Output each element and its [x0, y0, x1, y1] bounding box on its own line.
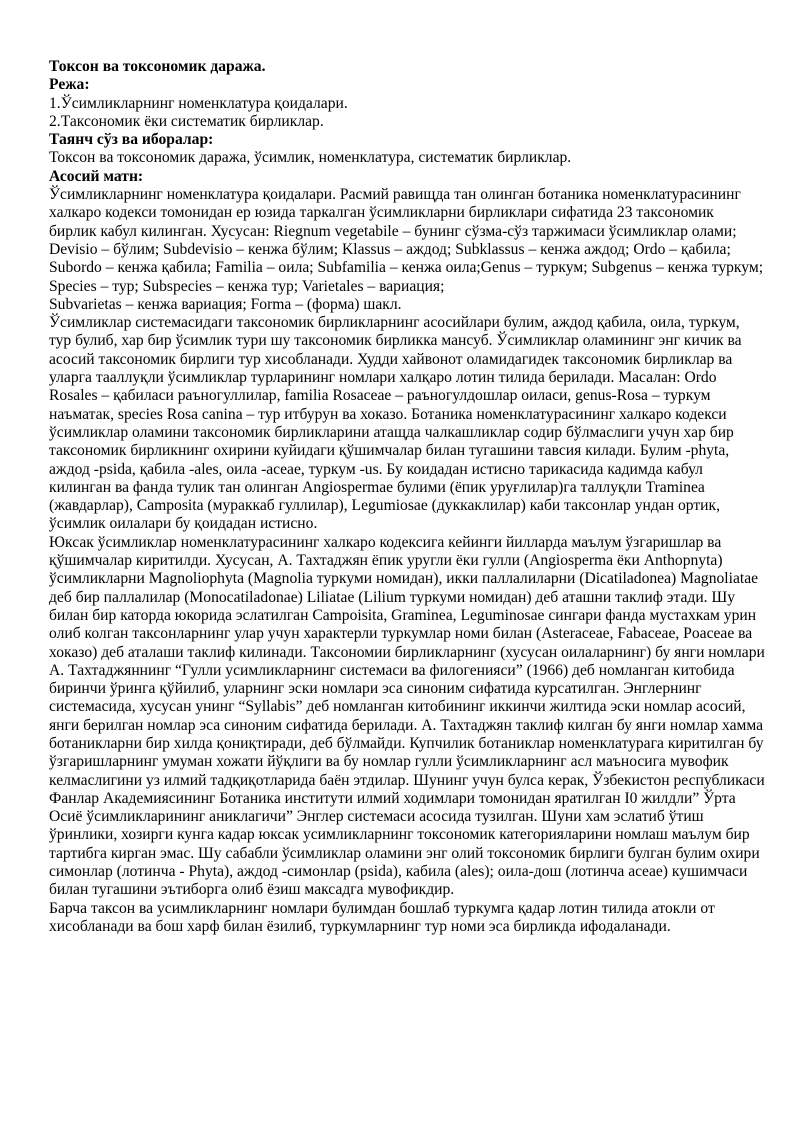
plan-item: 1.Ўсимликларнинг номенклатура қоидалари. — [49, 94, 348, 112]
body-paragraph: Ўсимликларнинг номенклатура қоидалари. Расмий равищда тан олинган ботаника номенклатурасининг халкаро кодекси томонидан ер юзида таркалган ўсимликларни бирликлари сифатида 23 таксономик бирлик кабул килинган. Хусусан: Riegnum vegetabile – бунинг сўзма-сўз таржимаси ўсимликлар олами; Devisio – бўлим; Subdevisio – кенжа бўлим; Klassus – аждод; Subklassus – кенжа аждод; Ordo – қабила; Subordo – кенжа қабила; Familia – оила; Subfamilia – кенжа оила;Genus – туркум; Subgenus – кенжа туркум; Species – тур; Subspecies – кенжа тур; Varietales – вариация; — [49, 186, 764, 295]
plan-item: 2.Таксономик ёки систематик бирликлар. — [49, 112, 324, 130]
body-paragraph: Юксак ўсимликлар номенклатурасининг халкаро кодексига кейинги йилларда маълум ўзгаришлар ва қўшимчалар киритилди. Хусусан, А. Тахтаджян ёпик уругли ёки гулли (Angiosperma ёки Anthopnyta) ўсимликларни Magnoliophyta (Magnolia туркуми номидан), икки паллалиларни (Dicatiladonea) Magnoliatae деб бир паллалилар (Monocatiladonae) Liliatae (Lilium туркуми номидан) деб аташни таклиф этади. Шу билан бир каторда юкорида эслатилган Campoisita, Graminea, Leguminosae сингари фанда мустахкам урин олиб колган таксонларнинг улар учун характерли туркумлар номи билан (Asteraceae, Fabaceae, Poaceae ва хоказо) деб аталаши таклиф килинади. Таксономии бирликларнинг (хусусан оилаларнинг) бу янги номлари А. Тахтаджяннинг “Гулли усимликларнинг системаси ва филогенияси” (1966) деб номланган китобида биринчи ўринга қўйилиб, уларнинг эски номлари эса синоним сифатида курсатилган. Энглернинг системасида, хусусан унинг “Syllabis” деб номланган китобининг иккинчи жилтида эски номлар асосий, янги берилган номлар эса синоним сифатида берилади. А. Тахтаджян таклиф килган бу янги номлар хамма ботаникларни бир хилда қониқтиради, деб бўлмайди. Купчилик ботаниклар номенклатурага киритилган бу ўзгаришларнинг умуман хожати йўқлиги ва бу номлар гулли ўсимликларнинг асл маъносига мувофик келмаслигини уз илмий тадқиқотларида баён этдилар. Шунинг учун булса керак, Ўзбекистон республикаси Фанлар Академиясининг Ботаника институти илмий ходимлари томонидан яратилган I0 жилдли” Ўрта Осиё ўсимликларининг аниклагичи” Энглер системаси асосида тузилган. Шуни хам эслатиб ўтиш ўринлики, хозирги кунга кадар юксак усимликларнинг токсономик категорияларини номлаш маълум бир тартибга кирган эмас. Шу сабабли ўсимликлар оламини энг олий токсономик бирлиги булган булим охири симонлар (лотинча - Phyta), аждод -симонлар (psida), кабила (ales); оила-дош (лотинча aceae) кушимчаси билан тугашини эътиборга олиб ёзиш максадга мувофикдир. — [49, 533, 765, 899]
keywords-text: Токсон ва токсономик даража, ўсимлик, номенклатура, систематик бирликлар. — [49, 149, 572, 167]
keywords-heading: Таянч сўз ва иборалар: — [49, 131, 214, 149]
document-title: Токсон ва токсономик даража. — [49, 58, 266, 75]
body-paragraph: Subvarietas – кенжа вариация; Forma – (форма) шакл. — [49, 295, 402, 313]
body-paragraph: Барча таксон ва усимликларнинг номлари булимдан бошлаб туркумга қадар лотин тилида атокли от хисобланади ва бош харф билан ёзилиб, туркумларнинг тур номи эса бирликда ифодаланади. — [49, 899, 715, 935]
main-text-heading: Асосий матн: — [49, 167, 144, 185]
plan-heading: Режа: — [49, 76, 90, 94]
document-page — [49, 58, 765, 936]
body-paragraph: Ўсимликлар системасидаги таксономик бирликларнинг асосийлари булим, аждод қабила, оила, туркум, тур булиб, хар бир ўсимлик тури шу таксономик бирликка мансуб. Ўсимликлар оламининг энг кичик ва асосий таксономик бирлиги тур хисобланади. Худди хайвонот оламидагидек таксономик бирликлар ва уларга тааллуқли ўсимликлар турларининг номлари халқаро лотин тилида берилади. Масалан: Ordo Rosales – қабиласи раъногуллилар, familia Rosaceae – раъногулдошлар оиласи, genus-Rosa – туркум наъматак, species Rosa canina – тур итбурун ва хоказо. Ботаника номенклатурасининг халкаро кодекси ўсимликлар оламини таксономик бирликларини атащда чалкашликлар содир бўлмаслиги учун хар бир таксономик бирликнинг охирини куйидаги қўшимчалар билан тугашини тавсия килади. Булим -phyta, аждод -psida, қабила -ales, оила -aceae, туркум -us. Бу коидадан истисно тарикасида кадимда кабул килинган ва фанда тулик тан олинган Angiospermae булими (ёпик уруғлилар)га таллуқли Traminea (жавдарлар), Camposita (мураккаб гуллилар), Legumiosae (дуккаклилар) каби таксонлар ундан ортик, ўсимлик оилалари бу қоидадан истисно. — [49, 314, 742, 533]
